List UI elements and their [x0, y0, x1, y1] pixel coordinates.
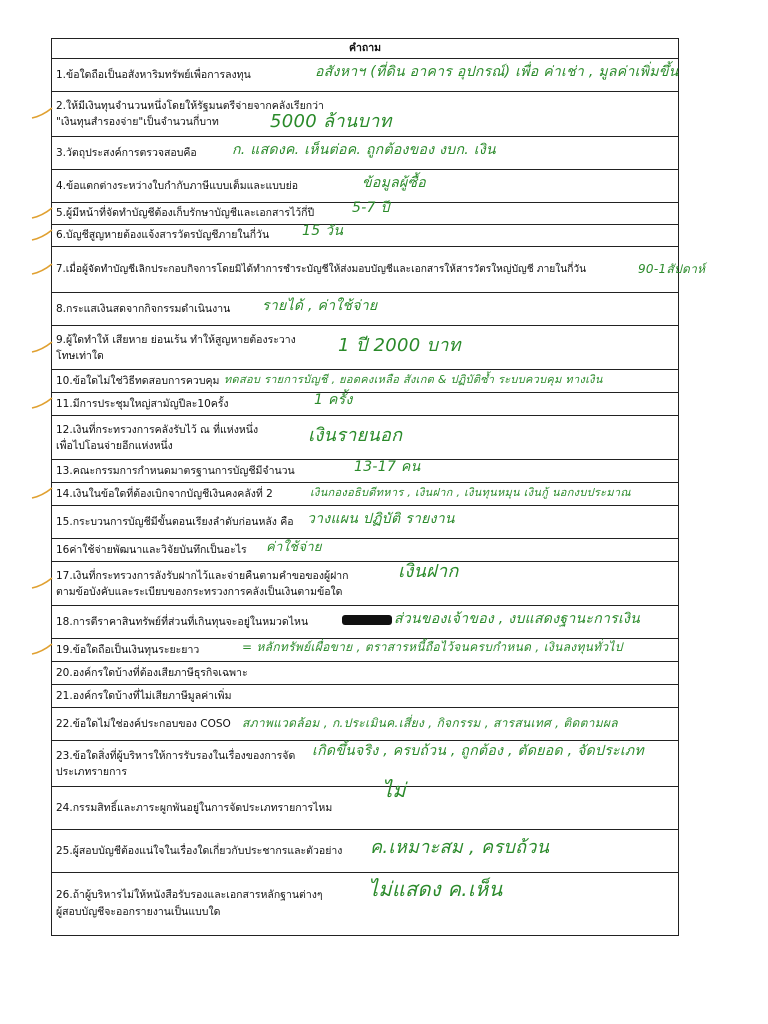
- margin-check-mark: [30, 270, 60, 284]
- margin-check-mark: [30, 584, 60, 598]
- table-row: [52, 639, 679, 662]
- question-text: 12.เงินที่กระทรวงการคลังรับไว้ ณ ที่แห่งหนึ่ง: [56, 423, 259, 436]
- question-text: 21.องค์กรใดบ้างที่ไม่เสียภาษีมูลค่าเพิ่ม: [56, 689, 232, 702]
- handwritten-answer: 1 ปี 2000 บาท: [338, 335, 461, 356]
- handwritten-answer: ค่าใช้จ่าย: [266, 540, 322, 555]
- handwritten-answer: 13-17 คน: [354, 459, 421, 475]
- question-text-cont: "เงินทุนสำรองจ่าย"เป็นจำนวนกี่บาท: [56, 116, 219, 128]
- question-text-cont: ตามข้อบังคับและระเบียบของกระทรวงการคลังเป็นเงินตามข้อใด: [56, 585, 343, 598]
- question-text: 13.คณะกรรมการกำหนดมาตรฐานการบัญชีมีจำนวน: [56, 464, 295, 477]
- handwritten-answer: 1 ครั้ง: [314, 392, 353, 408]
- table-row: [52, 416, 679, 460]
- question-text: 9.ผู้ใดทำให้ เสียหาย ย่อนเร้น ทำให้สูญหายต้องระวาง: [56, 333, 296, 346]
- table-row: [52, 830, 679, 873]
- handwritten-answer: 15 วัน: [302, 223, 344, 239]
- question-text: 16ค่าใช้จ่ายพัฒนาและวิจัยบันทึกเป็นอะไร: [56, 543, 247, 556]
- table-row: [52, 506, 679, 539]
- table-row: [52, 873, 679, 936]
- handwritten-answer: เกิดขึ้นจริง , ครบถ้วน , ถูกต้อง , ตัดยอด , จัดประเภท: [312, 743, 644, 759]
- question-text-cont: ประเภทรายการ: [56, 765, 127, 778]
- handwritten-answer: เงินฝาก: [398, 561, 459, 582]
- table-row: [52, 393, 679, 416]
- handwritten-answer: = หลักทรัพย์เผื่อขาย , ตราสารหนี้ถือไว้จนครบกำหนด , เงินลงทุนทั่วไป: [242, 640, 623, 654]
- handwritten-answer: เงินรายนอก: [308, 425, 403, 446]
- question-text: 10.ข้อใดไม่ใช่วิธีทดสอบการควบคุม: [56, 374, 220, 387]
- question-text: 2.ให้มีเงินทุนจำนวนหนึ่งโดยให้รัฐมนตรีจ่ายจากคลังเรียกว่า: [56, 100, 324, 112]
- handwritten-answer: อสังหาฯ (ที่ดิน อาคาร อุปกรณ์) เพื่อ ค่าเช่า , มูลค่าเพิ่มขึ้น: [315, 64, 679, 80]
- handwritten-answer: ไม่: [382, 778, 406, 802]
- question-text: 11.มีการประชุมใหญ่สามัญปีละ10ครั้ง: [56, 397, 229, 410]
- table-row: [52, 460, 679, 483]
- margin-check-mark: [30, 114, 60, 128]
- question-text: 17.เงินที่กระทรวงการลังรับฝากไว้และจ่ายคืนตามคำขอของผู้ฝาก: [56, 569, 349, 582]
- margin-check-mark: [30, 650, 60, 664]
- handwritten-answer: รายได้ , ค่าใช้จ่าย: [262, 298, 378, 314]
- scribbled-out-mark: [342, 615, 392, 625]
- table-row: [52, 247, 679, 293]
- handwritten-answer: 5000 ล้านบาท: [270, 111, 392, 132]
- question-text: 15.กระบวนการบัญชีมีขั้นตอนเรียงลำดับก่อนหลัง คือ: [56, 515, 294, 528]
- handwritten-answer: เงินกองอธิบดีทหาร , เงินฝาก , เงินทุนหมุน เงินกู้ นอกงบประมาณ: [310, 486, 631, 499]
- table-row: [52, 137, 679, 170]
- margin-check-mark: [30, 494, 60, 508]
- table-row: [52, 662, 679, 685]
- question-text: 6.บัญชีสูญหายต้องแจ้งสารวัตรบัญชีภายในกี่วัน: [56, 229, 270, 241]
- table-row: [52, 59, 679, 92]
- handwritten-answer: ส่วนของเจ้าของ , งบแสดงฐานะการเงิน: [394, 611, 641, 627]
- question-text-cont: เพื่อไปโอนจ่ายอีกแห่งหนึ่ง: [56, 439, 173, 452]
- question-text-cont: โทษเท่าใด: [56, 349, 104, 362]
- margin-check-mark: [30, 348, 60, 362]
- table-row: [52, 562, 679, 606]
- table-row: [52, 326, 679, 370]
- question-text-cont: ผู้สอบบัญชีจะออกรายงานเป็นแบบใด: [56, 906, 221, 918]
- handwritten-answer: ไม่แสดง ค.เห็น: [368, 877, 503, 901]
- handwritten-answer: ค.เหมาะสม , ครบถ้วน: [370, 837, 550, 858]
- question-text: 23.ข้อใดสิ่งที่ผู้บริหารให้การรับรองในเรื่องของการจัด: [56, 749, 296, 762]
- handwritten-answer: ข้อมูลผู้ซื้อ: [362, 175, 426, 191]
- handwritten-answer: 90-1สัปดาห์: [638, 262, 706, 276]
- question-text: 26.ถ้าผู้บริหารไม่ให้หนังสือรับรองและเอกสารหลักฐานต่างๆ: [56, 889, 323, 901]
- table-row: [52, 539, 679, 562]
- table-row: [52, 483, 679, 506]
- question-text: 4.ข้อแตกต่างระหว่างใบกำกับภาษีแบบเต็มและแบบย่อ: [56, 179, 299, 192]
- question-text: 7.เมื่อผู้จัดทำบัญชีเลิกประกอบกิจการโดยมิได้ทำการชำระบัญชีให้ส่งมอบบัญชีและเอกสารให้สารวัตรใหญ่บัญชี ภายในกี่วัน: [56, 264, 587, 275]
- question-text: 19.ข้อใดถือเป็นเงินทุนระยะยาว: [56, 643, 200, 656]
- question-text: 1.ข้อใดถือเป็นอสังหาริมทรัพย์เพื่อการลงทุน: [56, 68, 251, 81]
- question-text: 5.ผู้มีหน้าที่จัดทำบัญชีต้องเก็บรักษาบัญชีและเอกสารไว้กี่ปี: [56, 207, 315, 219]
- margin-check-mark: [30, 404, 60, 418]
- table-row: [52, 787, 679, 830]
- table-row: [52, 225, 679, 247]
- table-row: [52, 293, 679, 326]
- question-text: 8.กระแสเงินสดจากกิจกรรมดำเนินงาน: [56, 302, 231, 315]
- question-text: 14.เงินในข้อใดที่ต้องเบิกจากบัญชีเงินคงคลังที่ 2: [56, 487, 273, 500]
- table-row: [52, 606, 679, 639]
- question-text: 20.องค์กรใดบ้างที่ต้องเสียภาษีธุรกิจเฉพาะ: [56, 666, 248, 679]
- table-row: [52, 203, 679, 225]
- question-text: 3.วัตถุประสงค์การตรวจสอบคือ: [56, 146, 197, 159]
- table-row: [52, 741, 679, 787]
- handwritten-answer: 5-7 ปี: [352, 200, 390, 216]
- table-row: [52, 370, 679, 393]
- question-text: 18.การตีราคาสินทรัพย์ที่ส่วนที่เกินทุนจะอยู่ในหมวดไหน: [56, 615, 309, 628]
- handwritten-answer: ทดสอบ รายการบัญชี , ยอดคงเหลือ สังเกต & ปฏิบัติซ้ำ ระบบควบคุม ทางเงิน: [224, 373, 603, 386]
- question-text: 25.ผู้สอบบัญชีต้องแน่ใจในเรื่องใดเกี่ยวกับประชากรและตัวอย่าง: [56, 844, 343, 857]
- table-row: [52, 92, 679, 137]
- handwritten-answer: วางแผน ปฏิบัติ รายงาน: [307, 511, 455, 527]
- table-row: [52, 708, 679, 741]
- question-text: 24.กรรมสิทธิ์และภาระผูกพันอยู่ในการจัดประเภทรายการไหม: [56, 801, 333, 814]
- table-row: [52, 685, 679, 708]
- handwritten-answer: สภาพแวดล้อม , ก.ประเมินค.เสี่ยง , กิจกรรม , สารสนเทศ , ติดตามผล: [242, 716, 618, 730]
- table-row: [52, 170, 679, 203]
- question-table: [51, 38, 706, 936]
- handwritten-answer: ก. แสดงค. เห็นต่อค. ถูกต้องของ งบก. เงิน: [232, 142, 496, 158]
- margin-check-mark: [30, 214, 60, 228]
- table-header: คำถาม: [52, 39, 679, 59]
- question-text: 22.ข้อใดไม่ใช่องค์ประกอบของ COSO: [56, 717, 231, 730]
- margin-check-mark: [30, 236, 60, 250]
